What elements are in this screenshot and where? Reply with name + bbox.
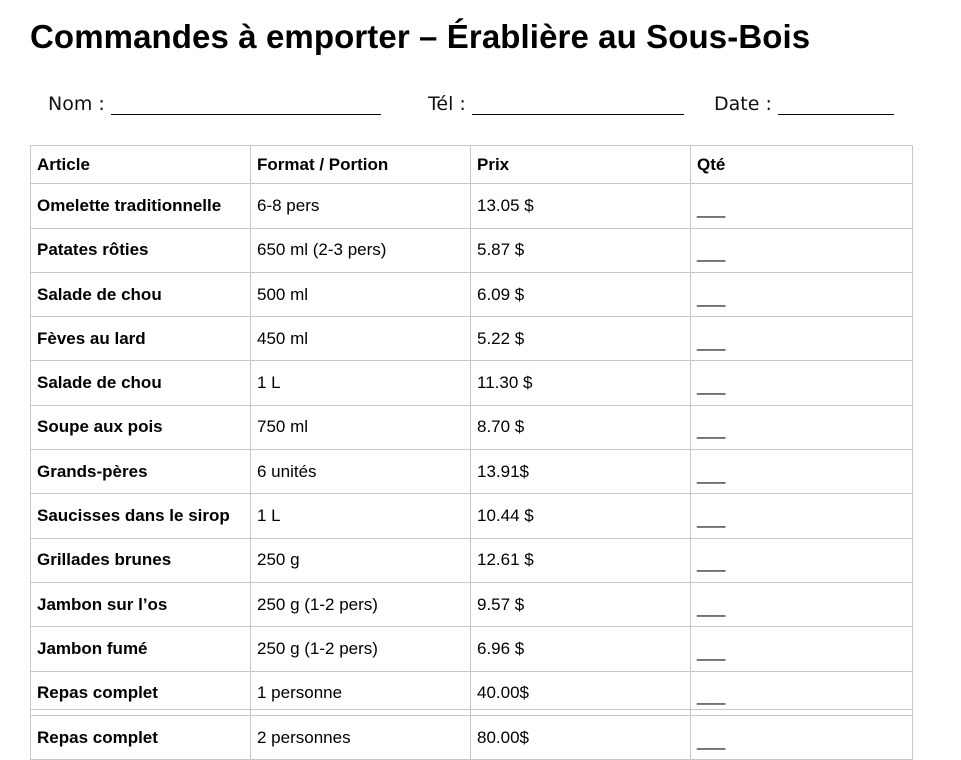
table-row (31, 317, 913, 361)
format-cell: 650 ml (2-3 pers) (251, 228, 471, 272)
article-cell: Jambon sur l’os (31, 582, 251, 626)
article-cell: Salade de chou (31, 272, 251, 316)
nom-field[interactable] (48, 92, 381, 115)
quantity-cell[interactable]: ___ (691, 671, 913, 715)
table-row (31, 582, 913, 626)
format-cell: 250 g (1-2 pers) (251, 582, 471, 626)
date-label: Date : (714, 93, 772, 115)
price-cell: 80.00$ (471, 715, 691, 759)
format-cell: 750 ml (251, 405, 471, 449)
price-cell: 5.87 $ (471, 228, 691, 272)
bottom-divider (30, 709, 912, 710)
date-field[interactable] (714, 92, 894, 115)
quantity-cell[interactable]: ___ (691, 361, 913, 405)
article-cell: Saucisses dans le sirop (31, 494, 251, 538)
order-table (30, 145, 913, 760)
article-cell: Grillades brunes (31, 538, 251, 582)
page-title: Commandes à emporter – Érablière au Sous-Bois (30, 18, 811, 55)
header-format: Format / Portion (251, 146, 471, 184)
table-row (31, 538, 913, 582)
quantity-cell[interactable]: ___ (691, 627, 913, 671)
price-cell: 40.00$ (471, 671, 691, 715)
article-cell: Grands-pères (31, 450, 251, 494)
table-row (31, 450, 913, 494)
price-cell: 6.96 $ (471, 627, 691, 671)
quantity-cell[interactable]: ___ (691, 538, 913, 582)
article-cell: Jambon fumé (31, 627, 251, 671)
tel-label: Tél : (428, 93, 466, 115)
tel-blank-line[interactable] (472, 92, 684, 115)
format-cell: 1 L (251, 361, 471, 405)
quantity-cell[interactable]: ___ (691, 450, 913, 494)
price-cell: 11.30 $ (471, 361, 691, 405)
quantity-cell[interactable]: ___ (691, 494, 913, 538)
article-cell: Repas complet (31, 671, 251, 715)
price-cell: 6.09 $ (471, 272, 691, 316)
quantity-cell[interactable]: ___ (691, 582, 913, 626)
nom-blank-line[interactable] (111, 92, 381, 115)
article-cell: Soupe aux pois (31, 405, 251, 449)
table-row (31, 494, 913, 538)
article-cell: Fèves au lard (31, 317, 251, 361)
quantity-cell[interactable]: ___ (691, 317, 913, 361)
table-row (31, 361, 913, 405)
table-header-row (31, 146, 913, 184)
format-cell: 250 g (251, 538, 471, 582)
price-cell: 9.57 $ (471, 582, 691, 626)
article-cell: Repas complet (31, 715, 251, 759)
table-row (31, 715, 913, 759)
table-row (31, 627, 913, 671)
quantity-cell[interactable]: ___ (691, 405, 913, 449)
table-row (31, 272, 913, 316)
table-row (31, 228, 913, 272)
price-cell: 13.91$ (471, 450, 691, 494)
quantity-cell[interactable]: ___ (691, 228, 913, 272)
article-cell: Omelette traditionnelle (31, 184, 251, 228)
price-cell: 10.44 $ (471, 494, 691, 538)
header-article: Article (31, 146, 251, 184)
format-cell: 6 unités (251, 450, 471, 494)
article-cell: Patates rôties (31, 228, 251, 272)
table-row (31, 405, 913, 449)
quantity-cell[interactable]: ___ (691, 715, 913, 759)
price-cell: 8.70 $ (471, 405, 691, 449)
quantity-cell[interactable]: ___ (691, 272, 913, 316)
format-cell: 2 personnes (251, 715, 471, 759)
nom-label: Nom : (48, 93, 105, 115)
header-prix: Prix (471, 146, 691, 184)
format-cell: 250 g (1-2 pers) (251, 627, 471, 671)
header-qte: Qté (691, 146, 913, 184)
format-cell: 6-8 pers (251, 184, 471, 228)
table-row (31, 184, 913, 228)
format-cell: 1 L (251, 494, 471, 538)
price-cell: 13.05 $ (471, 184, 691, 228)
format-cell: 450 ml (251, 317, 471, 361)
customer-fields (48, 92, 928, 128)
format-cell: 1 personne (251, 671, 471, 715)
tel-field[interactable] (428, 92, 684, 115)
quantity-cell[interactable]: ___ (691, 184, 913, 228)
format-cell: 500 ml (251, 272, 471, 316)
date-blank-line[interactable] (778, 92, 894, 115)
price-cell: 12.61 $ (471, 538, 691, 582)
price-cell: 5.22 $ (471, 317, 691, 361)
article-cell: Salade de chou (31, 361, 251, 405)
